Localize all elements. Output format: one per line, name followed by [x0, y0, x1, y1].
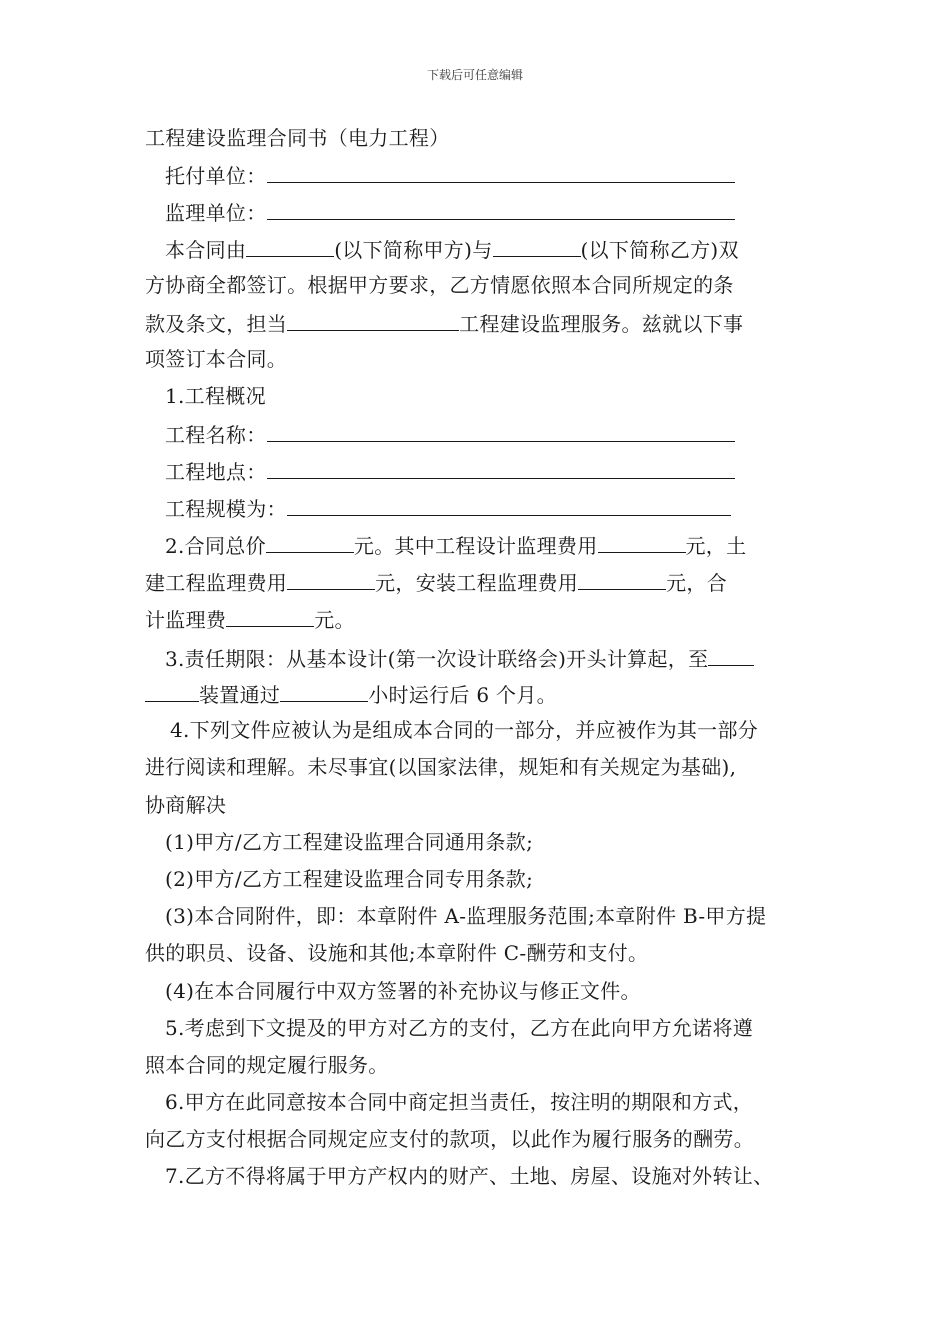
- section-4-line-1: 4.下列文件应被认为是组成本合同的一部分，并应被作为其一部分: [170, 718, 759, 742]
- project-scale-blank: [287, 495, 731, 516]
- project-location-label: 工程地点：: [165, 460, 267, 484]
- project-location-blank: [267, 458, 735, 479]
- section-3-line-1: [165, 645, 810, 671]
- intro-text: 款及条文，担当: [145, 312, 288, 336]
- supervisor-blank: [267, 199, 735, 220]
- supervisor-label: 监理单位：: [165, 201, 267, 225]
- section-7-line-1: 7.乙方不得将属于甲方产权内的财产、土地、房屋、设施对外转让、: [165, 1164, 774, 1188]
- intro-line-3: [145, 310, 810, 336]
- project-location-field: [165, 458, 810, 484]
- section-3-line-2: [145, 681, 810, 707]
- term-end-blank-b: [145, 681, 199, 702]
- party-b-blank: [493, 236, 581, 257]
- section-4-item-2: (2)甲方/乙方工程建设监理合同专用条款;: [165, 867, 534, 891]
- section-4-line-3: 协商解决: [145, 793, 227, 817]
- client-blank: [267, 162, 735, 183]
- project-scale-field: [165, 495, 810, 521]
- section-2-text: 建工程监理费用: [145, 571, 288, 595]
- supervisor-field: [165, 199, 810, 225]
- document-title: 工程建设监理合同书（电力工程）: [145, 126, 450, 150]
- section-3-text: 3.责任期限：从基本设计(第一次设计联络会)开头计算起，至: [165, 647, 709, 671]
- page-header-note: 下载后可任意编辑: [426, 68, 523, 82]
- intro-text: 工程建设监理服务。兹就以下事: [459, 312, 744, 336]
- intro-line-1: [165, 236, 810, 262]
- section-4-item-3-line-2: 供的职员、设备、设施和其他;本章附件 C-酬劳和支付。: [145, 941, 649, 965]
- project-blank: [287, 310, 459, 331]
- section-5-line-1: 5.考虑到下文提及的甲方对乙方的支付，乙方在此向甲方允诺将遵: [165, 1016, 754, 1040]
- project-scale-label: 工程规模为：: [165, 497, 287, 521]
- project-name-blank: [267, 421, 735, 442]
- section-2-text: 元，安装工程监理费用: [375, 571, 579, 595]
- section-4-line-2: 进行阅读和理解。未尽事宜(以国家法律，规矩和有关规定为基础),: [145, 755, 737, 779]
- section-3-text: 小时运行后 6 个月。: [368, 683, 557, 707]
- project-name-label: 工程名称：: [165, 423, 267, 447]
- total-fee-blank: [226, 606, 314, 627]
- section-1-heading: 1.工程概况: [165, 384, 266, 408]
- section-4-item-4: (4)在本合同履行中双方签署的补充协议与修正文件。: [165, 979, 641, 1003]
- client-label: 托付单位：: [165, 164, 267, 188]
- section-2-text: 2.合同总价: [165, 534, 266, 558]
- section-2-line-3: [145, 606, 810, 632]
- party-a-blank: [246, 236, 334, 257]
- intro-line-4: 项签订本合同。: [145, 347, 288, 371]
- project-name-field: [165, 421, 810, 447]
- intro-text: 本合同由: [165, 238, 247, 262]
- install-fee-blank: [578, 569, 666, 590]
- design-fee-blank: [598, 532, 686, 553]
- section-3-text: 装置通过: [199, 683, 281, 707]
- section-5-line-2: 照本合同的规定履行服务。: [145, 1053, 389, 1077]
- section-2-text: 元。其中工程设计监理费用: [353, 534, 598, 558]
- intro-text: (以下简称甲方)与: [334, 238, 493, 262]
- section-6-line-2: 向乙方支付根据合同规定应支付的款项，以此作为履行服务的酬劳。: [145, 1127, 754, 1151]
- civil-fee-blank: [287, 569, 375, 590]
- section-2-text: 计监理费: [145, 608, 227, 632]
- client-field: [165, 162, 810, 188]
- section-4-item-3-line-1: (3)本合同附件，即：本章附件 A-监理服务范围;本章附件 B-甲方提: [165, 904, 767, 928]
- intro-line-2: 方协商全都签订。根据甲方要求，乙方情愿依照本合同所规定的条: [145, 273, 734, 297]
- section-2-text: 元，土: [685, 534, 747, 558]
- section-2-text: 元，合: [666, 571, 728, 595]
- term-end-blank-a: [708, 645, 754, 666]
- section-2-text: 元。: [314, 608, 355, 632]
- run-hours-blank: [280, 681, 368, 702]
- intro-text: (以下简称乙方)双: [580, 238, 739, 262]
- section-2-line-1: [165, 532, 810, 558]
- section-4-item-1: (1)甲方/乙方工程建设监理合同通用条款;: [165, 830, 534, 854]
- total-price-blank: [266, 532, 354, 553]
- section-2-line-2: [145, 569, 810, 595]
- section-6-line-1: 6.甲方在此同意按本合同中商定担当责任，按注明的期限和方式，: [165, 1090, 754, 1114]
